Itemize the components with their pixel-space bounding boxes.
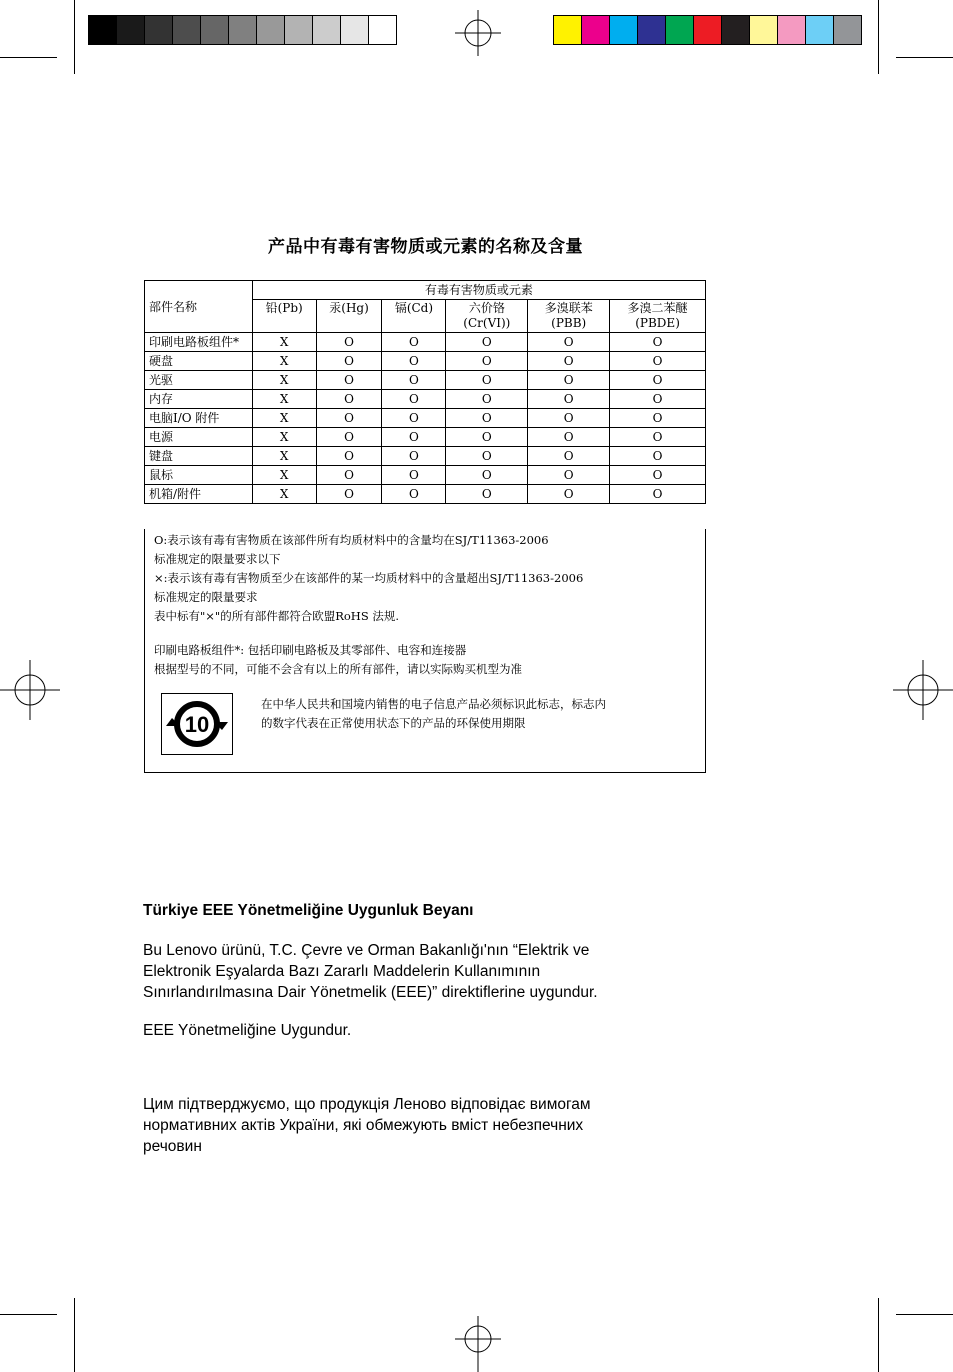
- substance-value-cell: O: [316, 466, 382, 485]
- color-swatch: [117, 16, 145, 44]
- substance-symbol: [321, 316, 378, 331]
- part-name-cell: 键盘: [145, 447, 253, 466]
- substance-value-cell: X: [252, 352, 316, 371]
- ukrainian-line: речовин: [143, 1138, 202, 1155]
- ukrainian-line: нормативних актів України, які обмежують вміст небезпечних: [143, 1117, 584, 1134]
- substance-value-cell: O: [446, 352, 528, 371]
- substance-value-cell: X: [252, 447, 316, 466]
- substance-name: 多溴二苯醚: [627, 301, 688, 315]
- table-row: [145, 447, 706, 466]
- crop-mark: [74, 0, 75, 74]
- crop-mark: [74, 1298, 75, 1372]
- table-row: [145, 428, 706, 447]
- color-swatch: [229, 16, 257, 44]
- substance-name: 汞(Hg): [329, 301, 369, 315]
- substance-value-cell: X: [252, 466, 316, 485]
- table-row: [145, 371, 706, 390]
- part-name-cell: 内存: [145, 390, 253, 409]
- color-swatch: [834, 16, 861, 44]
- table-row: [145, 333, 706, 352]
- substance-name: 多溴联苯: [544, 301, 593, 315]
- crop-mark: [878, 0, 879, 74]
- substance-symbol: [257, 316, 312, 331]
- registration-mark-icon: [893, 660, 953, 720]
- color-swatch: [257, 16, 285, 44]
- part-name-cell: 硬盘: [145, 352, 253, 371]
- turkish-heading: Türkiye EEE Yönetmeliğine Uygunluk Beyanı: [143, 902, 474, 919]
- turkish-paragraph-line: Bu Lenovo ürünü, T.C. Çevre ve Orman Bakanlığı'nın “Elektrik ve: [143, 942, 590, 959]
- substance-value-cell: X: [252, 333, 316, 352]
- color-swatch: [313, 16, 341, 44]
- substance-value-cell: X: [252, 428, 316, 447]
- color-swatch: [610, 16, 638, 44]
- substance-value-cell: O: [528, 466, 610, 485]
- grayscale-color-bar: [88, 15, 397, 45]
- substance-value-cell: O: [382, 390, 446, 409]
- substance-value-cell: O: [528, 390, 610, 409]
- crop-mark: [0, 57, 57, 58]
- color-swatch: [201, 16, 229, 44]
- substance-value-cell: O: [446, 447, 528, 466]
- substance-header: [446, 300, 528, 333]
- substance-value-cell: O: [446, 333, 528, 352]
- substance-value-cell: O: [610, 371, 706, 390]
- substance-value-cell: O: [382, 333, 446, 352]
- substance-value-cell: O: [610, 352, 706, 371]
- substance-symbol: [386, 316, 441, 331]
- substance-value-cell: O: [610, 390, 706, 409]
- note-line: O:表示该有毒有害物质在该部件所有均质材料中的含量均在SJ/T11363-2006: [154, 533, 549, 547]
- substance-name: 镉(Cd): [394, 301, 434, 315]
- substance-value-cell: O: [528, 428, 610, 447]
- crop-mark: [0, 1314, 57, 1315]
- note-line: 根据型号的不同，可能不会含有以上的所有部件，请以实际购买机型为准: [154, 662, 522, 676]
- substance-value-cell: O: [316, 428, 382, 447]
- registration-mark-icon: [0, 660, 60, 720]
- crop-mark: [896, 1314, 953, 1315]
- registration-mark-icon: [455, 1316, 501, 1372]
- table-row: [145, 485, 706, 504]
- note-line: 表中标有"×"的所有部件都符合欧盟RoHS 法规.: [154, 609, 400, 623]
- substance-value-cell: O: [316, 352, 382, 371]
- substance-value-cell: O: [446, 466, 528, 485]
- substance-value-cell: O: [316, 485, 382, 504]
- note-line: ×:表示该有毒有害物质至少在该部件的某一均质材料中的含量超出SJ/T11363-2006: [154, 571, 584, 585]
- substance-value-cell: X: [252, 409, 316, 428]
- substance-value-cell: O: [528, 333, 610, 352]
- substance-value-cell: O: [382, 371, 446, 390]
- page-title: 产品中有毒有害物质或元素的名称及含量: [268, 237, 583, 257]
- note-line: 标准规定的限量要求: [154, 590, 258, 604]
- color-swatch: [638, 16, 666, 44]
- color-swatch: [285, 16, 313, 44]
- part-name-header: 部件名称: [145, 281, 253, 333]
- table-row: [145, 466, 706, 485]
- crop-mark: [896, 57, 953, 58]
- substance-header: [252, 300, 316, 333]
- color-swatch: [778, 16, 806, 44]
- substance-header: [528, 300, 610, 333]
- substance-value-cell: O: [610, 428, 706, 447]
- notes-section: [144, 529, 706, 773]
- substance-value-cell: O: [528, 485, 610, 504]
- registration-mark-icon: [455, 10, 501, 56]
- substance-value-cell: O: [528, 371, 610, 390]
- substance-value-cell: O: [382, 409, 446, 428]
- color-swatch: [89, 16, 117, 44]
- substance-value-cell: O: [316, 447, 382, 466]
- turkish-paragraph-line: Sınırlandırılmasına Dair Yönetmelik (EEE)” direktiflerine uygundur.: [143, 984, 598, 1001]
- substance-value-cell: O: [610, 447, 706, 466]
- substance-value-cell: X: [252, 485, 316, 504]
- part-name-cell: 光驱: [145, 371, 253, 390]
- crop-mark: [878, 1298, 879, 1372]
- color-swatch: [145, 16, 173, 44]
- turkish-paragraph-line: Elektronik Eşyalarda Bazı Zararlı Maddelerin Kullanımının: [143, 963, 541, 980]
- substance-symbol: (Cr(VI)): [463, 316, 511, 330]
- substance-value-cell: O: [528, 409, 610, 428]
- efup-10-year-icon: [161, 693, 233, 755]
- substance-symbol: (PBB): [551, 316, 587, 330]
- color-swatch: [722, 16, 750, 44]
- substance-value-cell: O: [382, 428, 446, 447]
- substance-value-cell: O: [610, 466, 706, 485]
- table-row: [145, 409, 706, 428]
- substance-header: [316, 300, 382, 333]
- substance-value-cell: O: [610, 333, 706, 352]
- color-swatch: [694, 16, 722, 44]
- substance-value-cell: O: [528, 352, 610, 371]
- part-name-cell: 印刷电路板组件*: [145, 333, 253, 352]
- substance-value-cell: O: [382, 447, 446, 466]
- part-name-cell: 电源: [145, 428, 253, 447]
- substance-value-cell: O: [446, 409, 528, 428]
- ukrainian-line: Цим підтверджуємо, що продукція Леново відповідає вимогам: [143, 1096, 591, 1113]
- svg-text:10: 10: [184, 712, 210, 737]
- substance-value-cell: O: [316, 409, 382, 428]
- table-row: [145, 390, 706, 409]
- substance-group-header: 有毒有害物质或元素: [252, 281, 705, 300]
- color-swatch: [341, 16, 369, 44]
- substance-symbol: (PBDE): [635, 316, 680, 330]
- substance-name: 六价铬: [468, 301, 505, 315]
- process-color-bar: [553, 15, 862, 45]
- substance-header: [610, 300, 706, 333]
- part-name-cell: 鼠标: [145, 466, 253, 485]
- turkish-compliance-line: EEE Yönetmeliğine Uygundur.: [143, 1022, 352, 1039]
- color-swatch: [554, 16, 582, 44]
- note-line: 印刷电路板组件*: 包括印刷电路板及其零部件、电容和连接器: [154, 643, 467, 657]
- table-row: [145, 352, 706, 371]
- color-swatch: [750, 16, 778, 44]
- color-swatch: [173, 16, 201, 44]
- color-swatch: [582, 16, 610, 44]
- efup-description-line: 在中华人民共和国境内销售的电子信息产品必须标识此标志，标志内: [261, 697, 606, 711]
- color-swatch: [806, 16, 834, 44]
- substance-header: [382, 300, 446, 333]
- substance-value-cell: O: [382, 352, 446, 371]
- substance-name: 铅(Pb): [265, 301, 303, 315]
- substance-value-cell: O: [446, 485, 528, 504]
- substance-value-cell: O: [610, 485, 706, 504]
- substance-value-cell: O: [316, 371, 382, 390]
- color-swatch: [369, 16, 396, 44]
- note-line: 标准规定的限量要求以下: [154, 552, 281, 566]
- substance-value-cell: O: [316, 390, 382, 409]
- efup-description-line: 的数字代表在正常使用状态下的产品的环保使用期限: [261, 716, 526, 730]
- substance-value-cell: X: [252, 371, 316, 390]
- color-swatch: [666, 16, 694, 44]
- substance-value-cell: O: [528, 447, 610, 466]
- substance-value-cell: O: [382, 466, 446, 485]
- substance-value-cell: O: [316, 333, 382, 352]
- hazardous-substance-table: [144, 280, 706, 504]
- substance-value-cell: O: [446, 428, 528, 447]
- substance-value-cell: O: [446, 371, 528, 390]
- part-name-cell: 电脑I/O 附件: [145, 409, 253, 428]
- substance-value-cell: X: [252, 390, 316, 409]
- substance-value-cell: O: [446, 390, 528, 409]
- substance-value-cell: O: [382, 485, 446, 504]
- substance-value-cell: O: [610, 409, 706, 428]
- part-name-cell: 机箱/附件: [145, 485, 253, 504]
